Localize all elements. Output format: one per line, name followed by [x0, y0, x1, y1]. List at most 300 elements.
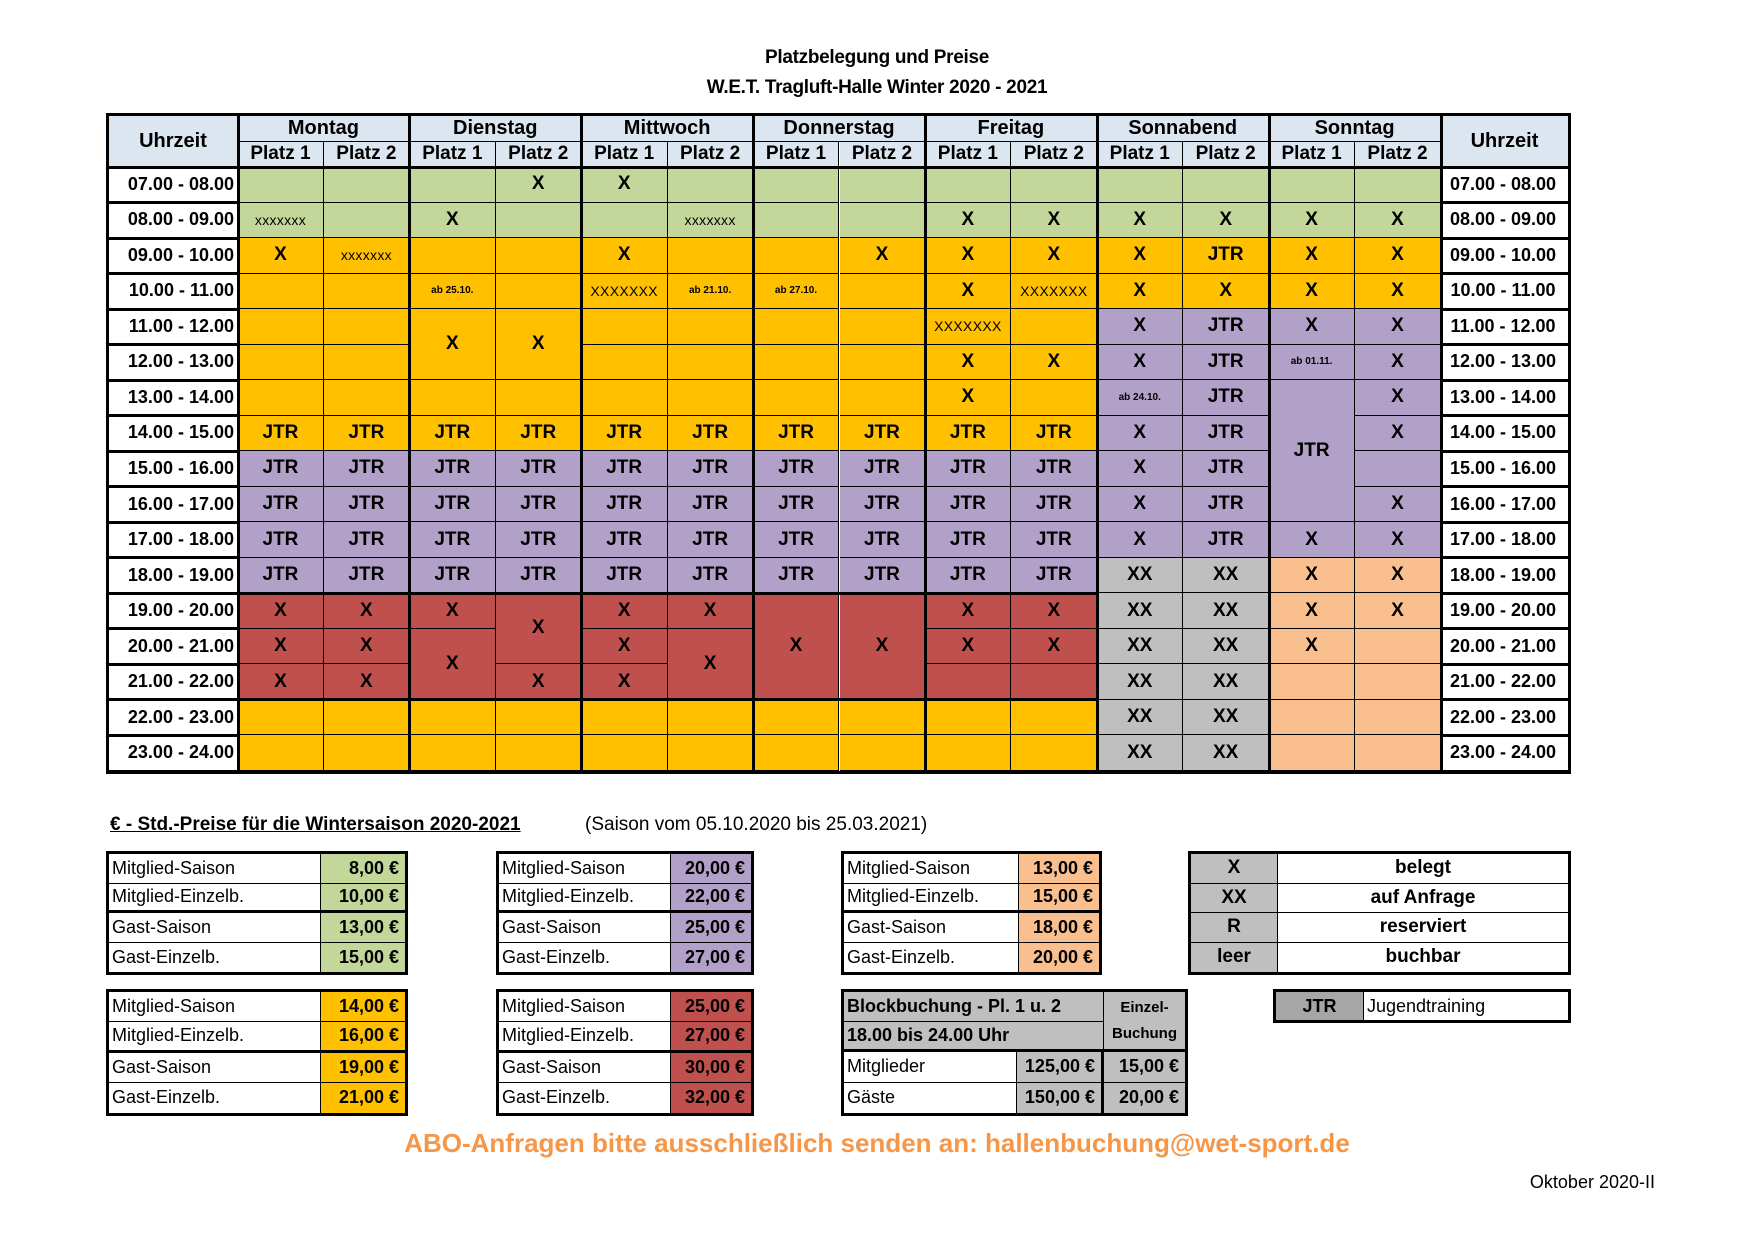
schedule-slot[interactable]: JTR	[496, 487, 582, 523]
schedule-slot[interactable]: X	[1183, 274, 1269, 310]
schedule-slot[interactable]: ab 27.10.	[754, 274, 840, 310]
schedule-slot[interactable]: X	[1355, 416, 1441, 452]
schedule-slot[interactable]: X	[1355, 238, 1441, 274]
schedule-slot[interactable]: X	[582, 167, 668, 203]
schedule-slot[interactable]: X	[1355, 558, 1441, 594]
schedule-slot[interactable]	[1269, 700, 1355, 736]
time-label: 09.00 - 10.00	[1441, 238, 1568, 274]
court-header: Platz 2	[1183, 142, 1269, 167]
price-row	[499, 992, 751, 1022]
schedule-slot[interactable]: X	[496, 167, 582, 203]
schedule-slot[interactable]	[410, 238, 496, 274]
schedule-slot[interactable]	[1011, 664, 1097, 700]
schedule-slot[interactable]: JTR	[1183, 451, 1269, 487]
schedule-slot[interactable]: XXXXXXX	[925, 309, 1011, 345]
time-label: 09.00 - 10.00	[109, 238, 238, 274]
schedule-slot[interactable]: X	[582, 593, 668, 629]
schedule-slot[interactable]: JTR	[840, 451, 926, 487]
schedule-slot[interactable]: X	[1355, 522, 1441, 558]
divider	[580, 116, 583, 771]
schedule-slot[interactable]: JTR	[496, 522, 582, 558]
price-row	[844, 943, 1099, 973]
schedule-slot[interactable]	[582, 203, 668, 239]
schedule-slot[interactable]: JTR	[324, 558, 410, 594]
schedule-slot[interactable]	[1355, 664, 1441, 700]
price-label: Mitglied-Einzelb.	[499, 1022, 671, 1049]
divider	[1096, 116, 1099, 771]
schedule-slot[interactable]: X	[324, 629, 410, 665]
schedule-slot[interactable]	[925, 735, 1011, 771]
schedule-slot[interactable]: JTR	[1011, 416, 1097, 452]
schedule-slot[interactable]	[754, 380, 840, 416]
schedule-slot[interactable]: JTR	[582, 558, 668, 594]
price-label: Gast-Saison	[109, 913, 321, 942]
schedule-slot[interactable]: X	[1269, 629, 1355, 665]
schedule-slot[interactable]: X	[238, 593, 324, 629]
schedule-slot[interactable]: JTR	[496, 416, 582, 452]
schedule-slot[interactable]: JTR	[925, 522, 1011, 558]
schedule-slot[interactable]: ab 21.10.	[668, 274, 754, 310]
schedule-slot[interactable]: JTR	[324, 487, 410, 523]
schedule-slot[interactable]	[496, 380, 582, 416]
schedule-slot[interactable]	[668, 167, 754, 203]
schedule-slot[interactable]	[754, 167, 840, 203]
court-header: Platz 2	[1011, 142, 1097, 167]
schedule-slot[interactable]: X	[925, 274, 1011, 310]
schedule-slot[interactable]: X	[925, 593, 1011, 629]
schedule-slot[interactable]	[840, 203, 926, 239]
divider	[1268, 116, 1271, 771]
schedule-slot[interactable]	[324, 735, 410, 771]
schedule-slot[interactable]	[1011, 167, 1097, 203]
schedule-slot[interactable]	[668, 309, 754, 345]
schedule-slot[interactable]	[840, 735, 926, 771]
time-label: 13.00 - 14.00	[109, 380, 238, 416]
price-value: 13,00 €	[1019, 854, 1099, 883]
schedule-slot[interactable]: XXXXXXX	[1011, 274, 1097, 310]
schedule-slot[interactable]	[754, 203, 840, 239]
schedule-slot[interactable]	[840, 345, 926, 381]
schedule-slot[interactable]: X	[1097, 416, 1183, 452]
schedule-slot[interactable]: JTR	[925, 416, 1011, 452]
schedule-slot[interactable]: X	[1011, 238, 1097, 274]
schedule-slot[interactable]	[925, 664, 1011, 700]
price-row	[109, 1083, 405, 1113]
schedule-slot[interactable]: X	[1355, 309, 1441, 345]
schedule-slot[interactable]: X	[1097, 274, 1183, 310]
schedule-slot[interactable]	[410, 167, 496, 203]
schedule-slot[interactable]: JTR	[840, 416, 926, 452]
schedule-slot[interactable]: X	[1097, 522, 1183, 558]
schedule-slot[interactable]: JTR	[410, 487, 496, 523]
schedule-slot[interactable]: JTR	[410, 522, 496, 558]
price-row	[499, 1083, 751, 1113]
schedule-slot[interactable]: JTR	[324, 416, 410, 452]
divider	[109, 627, 238, 630]
court-header: Platz 1	[925, 142, 1011, 167]
schedule-slot[interactable]	[410, 735, 496, 771]
price-row	[499, 1053, 751, 1083]
schedule-slot[interactable]	[1355, 629, 1441, 665]
schedule-slot[interactable]	[324, 345, 410, 381]
schedule-slot[interactable]: JTR	[496, 451, 582, 487]
schedule-slot[interactable]	[410, 380, 496, 416]
price-label: Gast-Einzelb.	[109, 1083, 321, 1113]
schedule-slot[interactable]	[1355, 700, 1441, 736]
divider	[109, 414, 238, 417]
schedule-slot[interactable]	[754, 238, 840, 274]
schedule-slot[interactable]: JTR	[668, 416, 754, 452]
schedule-slot[interactable]	[1269, 735, 1355, 771]
schedule-slot[interactable]: XX	[1183, 593, 1269, 629]
schedule-slot[interactable]: X	[925, 380, 1011, 416]
time-label: 17.00 - 18.00	[1441, 522, 1568, 558]
schedule-slot[interactable]: XX	[1097, 629, 1183, 665]
schedule-slot[interactable]: XX	[1097, 593, 1183, 629]
schedule-slot[interactable]: XX	[1097, 700, 1183, 736]
schedule-slot[interactable]: JTR	[1183, 522, 1269, 558]
schedule-slot[interactable]: JTR	[410, 416, 496, 452]
schedule-slot[interactable]: JTR	[410, 451, 496, 487]
time-label: 08.00 - 09.00	[1441, 203, 1568, 239]
schedule-slot[interactable]: X	[238, 629, 324, 665]
schedule-slot[interactable]	[754, 309, 840, 345]
schedule-slot[interactable]: X	[1097, 309, 1183, 345]
schedule-slot[interactable]: JTR	[324, 522, 410, 558]
schedule-slot[interactable]: JTR	[582, 487, 668, 523]
schedule-slot[interactable]	[1355, 451, 1441, 487]
schedule-slot[interactable]	[324, 203, 410, 239]
schedule-slot[interactable]: JTR	[1011, 451, 1097, 487]
schedule-slot[interactable]	[238, 380, 324, 416]
schedule-slot[interactable]	[324, 167, 410, 203]
schedule-slot[interactable]: X	[1269, 522, 1355, 558]
schedule-slot[interactable]	[582, 380, 668, 416]
page-title: Platzbelegung und Preise	[764, 47, 989, 68]
schedule-slot[interactable]	[496, 203, 582, 239]
schedule-slot[interactable]: X	[410, 309, 496, 380]
schedule-slot[interactable]: X	[1269, 238, 1355, 274]
schedule-table	[106, 113, 1571, 774]
schedule-slot[interactable]: JTR	[840, 558, 926, 594]
schedule-slot[interactable]: JTR	[496, 558, 582, 594]
schedule-slot[interactable]	[840, 274, 926, 310]
schedule-slot[interactable]: JTR	[1183, 345, 1269, 381]
schedule-slot[interactable]: JTR	[1269, 380, 1355, 522]
schedule-slot[interactable]: JTR	[668, 522, 754, 558]
divider	[109, 450, 238, 453]
price-value: 18,00 €	[1019, 913, 1099, 942]
schedule-slot[interactable]: X	[1355, 380, 1441, 416]
schedule-slot[interactable]	[496, 274, 582, 310]
price-label: Gast-Einzelb.	[499, 1083, 671, 1113]
schedule-slot[interactable]: JTR	[1183, 487, 1269, 523]
schedule-slot[interactable]: X	[410, 593, 496, 629]
schedule-slot[interactable]: X	[496, 309, 582, 380]
schedule-slot[interactable]: JTR	[1011, 558, 1097, 594]
schedule-slot[interactable]	[925, 700, 1011, 736]
schedule-slot[interactable]	[238, 345, 324, 381]
schedule-slot[interactable]	[238, 735, 324, 771]
price-label: Mitglied-Einzelb.	[109, 1022, 321, 1049]
schedule-slot[interactable]	[668, 700, 754, 736]
time-label: 22.00 - 23.00	[109, 700, 238, 736]
schedule-slot[interactable]	[238, 309, 324, 345]
price-value: 19,00 €	[321, 1053, 405, 1082]
block-price-row	[844, 1083, 1185, 1114]
schedule-slot[interactable]: JTR	[1183, 309, 1269, 345]
schedule-slot[interactable]: X	[582, 664, 668, 700]
price-label: Gast-Einzelb.	[844, 943, 1019, 973]
season-dates: (Saison vom 05.10.2020 bis 25.03.2021)	[585, 814, 928, 835]
schedule-slot[interactable]: X	[1011, 629, 1097, 665]
time-label: 14.00 - 15.00	[1441, 416, 1568, 452]
schedule-slot[interactable]: JTR	[754, 522, 840, 558]
schedule-slot[interactable]	[1355, 167, 1441, 203]
schedule-slot[interactable]	[238, 167, 324, 203]
schedule-slot[interactable]: X	[925, 629, 1011, 665]
schedule-slot[interactable]	[1011, 380, 1097, 416]
schedule-slot[interactable]: X	[496, 593, 582, 664]
schedule-slot[interactable]: X	[1183, 203, 1269, 239]
divider	[1441, 592, 1568, 595]
schedule-slot[interactable]	[582, 309, 668, 345]
schedule-slot[interactable]	[1011, 309, 1097, 345]
schedule-slot[interactable]: JTR	[238, 522, 324, 558]
time-label: 23.00 - 24.00	[109, 735, 238, 771]
schedule-slot[interactable]	[1183, 167, 1269, 203]
schedule-slot[interactable]: X	[668, 593, 754, 629]
schedule-slot[interactable]: JTR	[840, 487, 926, 523]
schedule-slot[interactable]: JTR	[582, 522, 668, 558]
schedule-slot[interactable]: X	[1011, 203, 1097, 239]
divider	[1441, 237, 1568, 240]
schedule-slot[interactable]	[925, 167, 1011, 203]
schedule-slot[interactable]: JTR	[1183, 380, 1269, 416]
schedule-slot[interactable]: JTR	[238, 487, 324, 523]
schedule-slot[interactable]	[1097, 167, 1183, 203]
divider	[1441, 556, 1568, 559]
schedule-slot[interactable]: JTR	[925, 487, 1011, 523]
schedule-slot[interactable]	[1355, 735, 1441, 771]
schedule-slot[interactable]: X	[582, 629, 668, 665]
schedule-slot[interactable]	[668, 380, 754, 416]
schedule-slot[interactable]	[582, 345, 668, 381]
schedule-slot[interactable]: XXXXXXX	[582, 274, 668, 310]
schedule-slot[interactable]: XX	[1097, 664, 1183, 700]
schedule-slot[interactable]: X	[1097, 451, 1183, 487]
schedule-slot[interactable]	[668, 345, 754, 381]
schedule-slot[interactable]: X	[1097, 345, 1183, 381]
price-label: Gast-Saison	[109, 1053, 321, 1082]
schedule-slot[interactable]: X	[410, 629, 496, 700]
schedule-slot[interactable]: X	[1269, 309, 1355, 345]
schedule-slot[interactable]: X	[1355, 593, 1441, 629]
schedule-slot[interactable]	[238, 700, 324, 736]
schedule-slot[interactable]: X	[1355, 345, 1441, 381]
schedule-slot[interactable]: X	[668, 629, 754, 700]
schedule-slot[interactable]	[754, 735, 840, 771]
schedule-slot[interactable]: X	[1097, 487, 1183, 523]
schedule-slot[interactable]: X	[238, 664, 324, 700]
schedule-slot[interactable]: XX	[1183, 629, 1269, 665]
time-label: 17.00 - 18.00	[109, 522, 238, 558]
time-label: 20.00 - 21.00	[1441, 629, 1568, 665]
schedule-slot[interactable]: X	[1097, 238, 1183, 274]
time-label: 21.00 - 22.00	[1441, 664, 1568, 700]
schedule-slot[interactable]	[840, 167, 926, 203]
schedule-slot[interactable]	[324, 380, 410, 416]
schedule-slot[interactable]: JTR	[1011, 522, 1097, 558]
divider	[238, 592, 1097, 595]
schedule-slot[interactable]	[496, 735, 582, 771]
schedule-slot[interactable]: X	[840, 593, 926, 700]
schedule-slot[interactable]	[840, 309, 926, 345]
single-booking-line2: Buchung	[1112, 1024, 1177, 1042]
schedule-slot[interactable]: JTR	[410, 558, 496, 594]
schedule-slot[interactable]	[582, 700, 668, 736]
schedule-slot[interactable]: JTR	[668, 451, 754, 487]
schedule-slot[interactable]: JTR	[238, 451, 324, 487]
schedule-slot[interactable]	[840, 700, 926, 736]
price-row	[109, 1022, 405, 1052]
schedule-slot[interactable]: XX	[1183, 735, 1269, 771]
schedule-slot[interactable]	[582, 735, 668, 771]
schedule-slot[interactable]: xxxxxxx	[668, 203, 754, 239]
schedule-slot[interactable]	[324, 700, 410, 736]
divider	[1441, 627, 1568, 630]
time-label: 14.00 - 15.00	[109, 416, 238, 452]
schedule-slot[interactable]: X	[582, 238, 668, 274]
schedule-slot[interactable]: ab 25.10.	[410, 274, 496, 310]
schedule-slot[interactable]: JTR	[582, 416, 668, 452]
schedule-slot[interactable]: X	[324, 593, 410, 629]
price-row	[109, 1053, 405, 1083]
schedule-slot[interactable]: XX	[1097, 558, 1183, 594]
schedule-slot[interactable]: JTR	[754, 451, 840, 487]
price-value: 21,00 €	[321, 1083, 405, 1113]
schedule-slot[interactable]: JTR	[238, 558, 324, 594]
time-label: 19.00 - 20.00	[1441, 593, 1568, 629]
time-label: 12.00 - 13.00	[1441, 345, 1568, 381]
schedule-slot[interactable]: JTR	[1183, 238, 1269, 274]
schedule-slot[interactable]: X	[840, 238, 926, 274]
schedule-slot[interactable]: JTR	[668, 487, 754, 523]
schedule-slot[interactable]: JTR	[754, 487, 840, 523]
price-table-green	[106, 851, 408, 975]
price-value: 27,00 €	[671, 943, 751, 973]
schedule-slot[interactable]: X	[754, 593, 840, 700]
schedule-slot[interactable]	[1011, 735, 1097, 771]
schedule-slot[interactable]: X	[1011, 345, 1097, 381]
day-header: Sonnabend	[1097, 116, 1269, 142]
schedule-slot[interactable]	[496, 238, 582, 274]
schedule-slot[interactable]: X	[925, 203, 1011, 239]
schedule-slot[interactable]: JTR	[925, 558, 1011, 594]
schedule-slot[interactable]: JTR	[754, 558, 840, 594]
schedule-slot[interactable]: X	[1355, 487, 1441, 523]
schedule-slot[interactable]: X	[925, 238, 1011, 274]
schedule-slot[interactable]: xxxxxxx	[324, 238, 410, 274]
schedule-slot[interactable]: JTR	[1183, 416, 1269, 452]
time-header-left: Uhrzeit	[109, 116, 238, 167]
schedule-slot[interactable]: XX	[1183, 664, 1269, 700]
price-label: Mitglied-Einzelb.	[499, 884, 671, 911]
schedule-slot[interactable]	[668, 238, 754, 274]
schedule-slot[interactable]	[324, 274, 410, 310]
schedule-slot[interactable]	[754, 700, 840, 736]
legend-meaning: auf Anfrage	[1278, 884, 1568, 913]
price-value: 25,00 €	[671, 992, 751, 1021]
schedule-slot[interactable]	[1269, 664, 1355, 700]
divider	[1441, 698, 1568, 701]
price-row	[499, 913, 751, 943]
schedule-slot[interactable]: xxxxxxx	[238, 203, 324, 239]
schedule-slot[interactable]: X	[1011, 593, 1097, 629]
schedule-slot[interactable]: X	[1269, 274, 1355, 310]
schedule-slot[interactable]: ab 01.11.	[1269, 345, 1355, 381]
schedule-slot[interactable]: JTR	[324, 451, 410, 487]
schedule-slot[interactable]	[496, 700, 582, 736]
divider	[238, 698, 1097, 701]
schedule-slot[interactable]: ab 24.10.	[1097, 380, 1183, 416]
time-label: 22.00 - 23.00	[1441, 700, 1568, 736]
schedule-slot[interactable]: XX	[1183, 558, 1269, 594]
schedule-slot[interactable]: XX	[1183, 700, 1269, 736]
schedule-slot[interactable]	[324, 309, 410, 345]
price-label: Mitglied-Saison	[109, 992, 321, 1021]
schedule-slot[interactable]: X	[1269, 203, 1355, 239]
divider	[1441, 379, 1568, 382]
day-header: Montag	[238, 116, 410, 142]
price-row	[499, 943, 751, 973]
price-value: 27,00 €	[671, 1022, 751, 1049]
schedule-slot[interactable]: JTR	[925, 451, 1011, 487]
schedule-slot[interactable]: JTR	[1011, 487, 1097, 523]
schedule-slot[interactable]: X	[1355, 203, 1441, 239]
schedule-slot[interactable]: JTR	[840, 522, 926, 558]
schedule-slot[interactable]: XX	[1097, 735, 1183, 771]
schedule-slot[interactable]	[1011, 700, 1097, 736]
block-label: Gäste	[844, 1083, 1017, 1114]
schedule-slot[interactable]: X	[925, 345, 1011, 381]
schedule-slot[interactable]	[754, 345, 840, 381]
schedule-slot[interactable]: X	[238, 238, 324, 274]
day-header: Donnerstag	[754, 116, 926, 142]
schedule-slot[interactable]	[238, 274, 324, 310]
schedule-slot[interactable]: X	[1355, 274, 1441, 310]
schedule-slot[interactable]: X	[410, 203, 496, 239]
schedule-slot[interactable]: X	[1269, 593, 1355, 629]
schedule-slot[interactable]	[840, 380, 926, 416]
schedule-slot[interactable]: JTR	[668, 558, 754, 594]
schedule-slot[interactable]: JTR	[238, 416, 324, 452]
price-row	[109, 913, 405, 943]
divider	[109, 485, 238, 488]
schedule-slot[interactable]: X	[1097, 203, 1183, 239]
schedule-slot[interactable]: X	[324, 664, 410, 700]
schedule-slot[interactable]	[668, 735, 754, 771]
divider	[109, 343, 238, 346]
schedule-slot[interactable]	[410, 700, 496, 736]
court-header: Platz 2	[668, 142, 754, 167]
schedule-slot[interactable]	[1269, 167, 1355, 203]
schedule-slot[interactable]: X	[496, 664, 582, 700]
schedule-slot[interactable]: JTR	[754, 416, 840, 452]
schedule-slot[interactable]: X	[1269, 558, 1355, 594]
schedule-slot[interactable]: JTR	[582, 451, 668, 487]
price-table-yellow	[106, 989, 408, 1116]
